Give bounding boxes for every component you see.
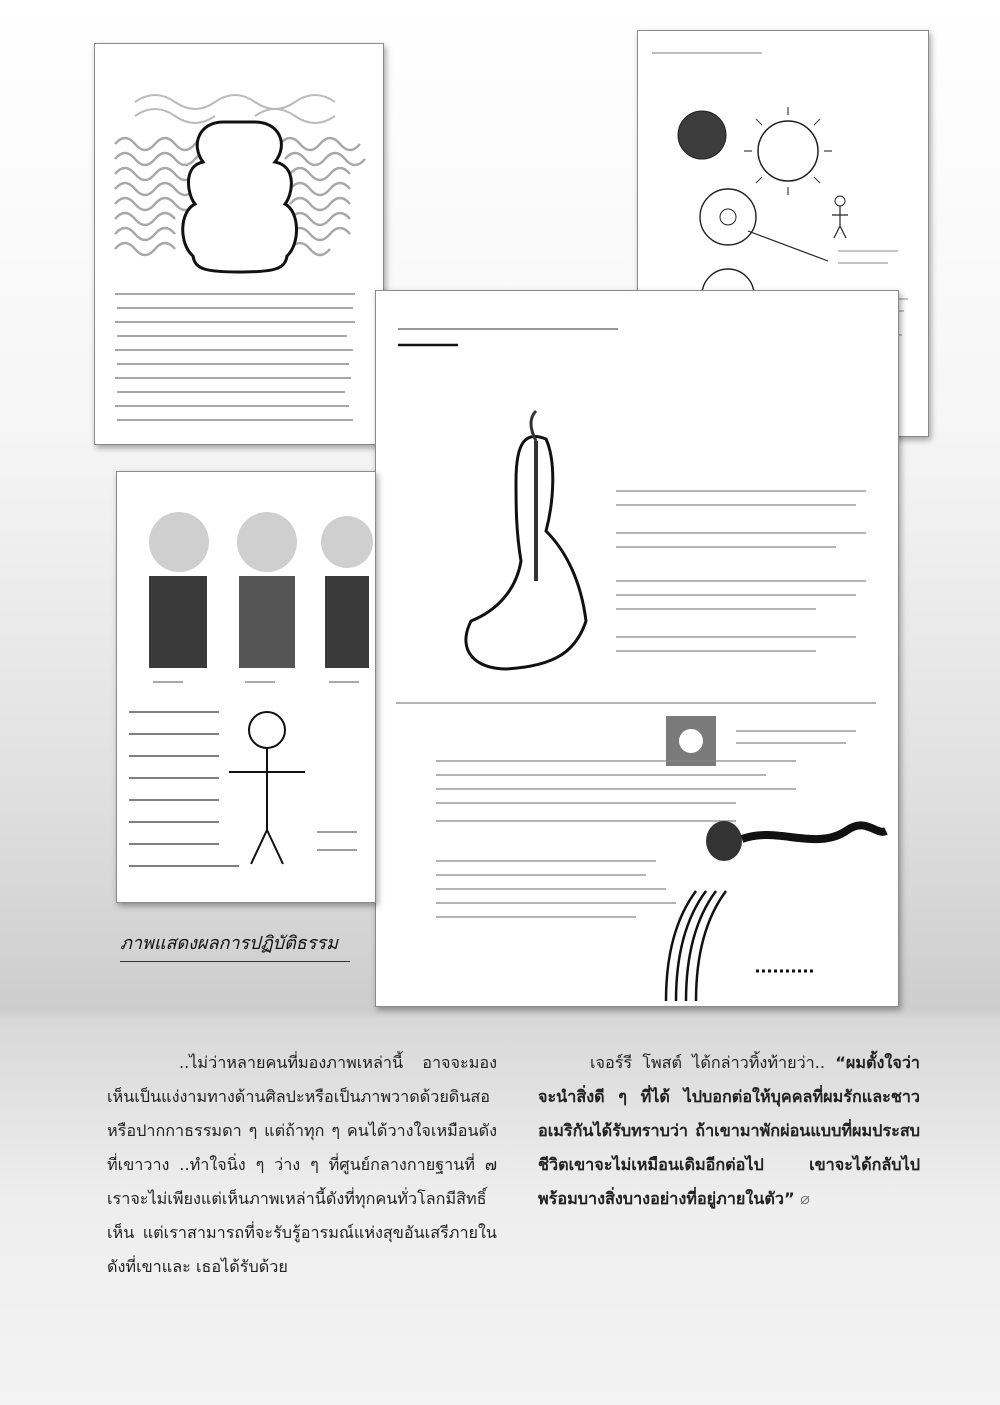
article-right-column bbox=[538, 1046, 920, 1216]
end-mark: ⌀ bbox=[799, 1189, 810, 1208]
article-left-paragraph: ..ไม่ว่าหลายคนที่มองภาพเหล่านี้ อาจจะมอง เห็นเป็นแง่งามทางด้านศิลปะหรือเป็นภาพวาดด้วยดินสอหรือปากกาธรรมดา ๆ แต่ถ้าทุก ๆ คนได้วางใจเหมือนดังที่เขาวาง ..ทำใจนิ่ง ๆ ว่าง ๆ ที่ศูนย์กลางกายฐานที่ ๗ เราจะไม่เพียงแต่เห็นภาพเหล่านี้ดังที่ทุกคนทั่วโลกมีสิทธิ์เห็น แต่เราสามารถที่จะรับรู้อารมณ์แห่งสุขอันเสรีภายในดังที่เขาและ เธอได้รับด้วย bbox=[107, 1053, 497, 1276]
drawing-sheet-meditation-body bbox=[375, 290, 899, 1007]
light-figure-sketch bbox=[95, 44, 383, 444]
figure-caption: ภาพแสดงผลการปฏิบัติธรรม bbox=[120, 928, 350, 962]
article-right-quote: “ผมตั้งใจว่าจะนำสิ่งดี ๆ ที่ได้ ไปบอกต่อให้บุคคลที่ผมรักและชาวอเมริกันได้รับทราบว่า ถ้าเขามาพักผ่อนแบบที่ผมประสบ ชีวิตเขาจะไม่เหมือนเดิมอีกต่อไป เขาจะได้กลับไปพร้อมบางสิ่งบางอย่างที่อยู่ภายในตัว” bbox=[538, 1053, 920, 1208]
article-right-intro: เจอร์รี โพสต์ ได้กล่าวทิ้งท้ายว่า.. bbox=[590, 1053, 836, 1072]
article-left-column bbox=[107, 1046, 497, 1284]
three-monks-sketch bbox=[117, 472, 375, 902]
meditation-body-sketch bbox=[376, 291, 898, 1006]
drawing-sheet-three-monks bbox=[116, 471, 376, 903]
drawing-sheet-light-figure bbox=[94, 43, 384, 445]
